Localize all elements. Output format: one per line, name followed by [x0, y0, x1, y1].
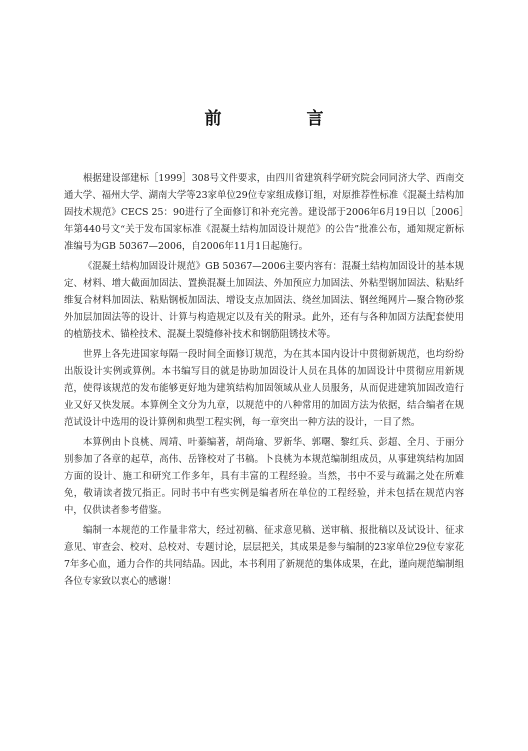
paragraph-revision-background: 根据建设部建标［1999］308号文件要求，由四川省建筑科学研究院会同同济大学、西南交通大学、福州大学、湖南大学等23家单位29位专家组成修订组，对原推荐性标准《混凝土结构加固技术规范》CECS 25：90进行了全面修订和补充完善。建设部于2006年6月19日以［2006］年第440号文“关于发布国家标准《混凝土结构加固设计规范》的公告”批准公布，通知规定新标准编号为GB 50367—2006，自2006年11月1日起施行。 [64, 173, 464, 252]
paragraph-authors: 本算例由卜良桃、周靖、叶蓁编著，胡尚瑜、罗新华、郭曙、黎红兵、彭超、全月、于丽分别参加了各章的起草，高伟、岳锋校对了书稿。卜良桃为本规范编制组成员，从事建筑结构加固方面的设计、施工和研究工作多年，具有丰富的工程经验。当然，书中不妥与疏漏之处在所难免，敬请读者拨冗指正。同时书中有些实例是编者所在单位的工程经验，并未包括在规范内容中，仅供读者参考借鉴。 [64, 437, 464, 516]
paragraph-main-contents: 《混凝土结构加固设计规范》GB 50367—2006主要内容有：混凝土结构加固设计的基本规定、材料、增大截面加固法、置换混凝土加固法、外加预应力加固法、外粘型钢加固法、粘贴纤维复合材料加固法、粘贴钢板加固法、增设支点加固法、绕丝加固法、钢丝绳网片—聚合物砂浆外加层加固法等的设计、计算与构造规定以及有关的附录。此外，还有与各种加固方法配套使用的植筋技术、锚栓技术、混凝土裂缝修补技术和钢筋阻锈技术等。 [64, 261, 464, 340]
paragraph-acknowledgement: 编制一本规范的工作量非常大，经过初稿、征求意见稿、送审稿、报批稿以及试设计、征求意见、审查会、校对、总校对、专题讨论，层层把关，其成果是参与编制的23家单位29位专家花7年多心血，通力合作的共同结晶。因此，本书利用了新规范的集体成果，在此，谨向规范编制组各位专家致以衷心的感谢！ [64, 525, 464, 587]
paragraph-book-purpose: 世界上各先进国家每隔一段时间全面修订规范，为在其本国内设计中贯彻新规范，也均纷纷出版设计实例或算例。本书编写目的就是协助加固设计人员在具体的加固设计中贯彻应用新规范，使得该规范的发布能够更好地为建筑结构加固领域从业人员服务，从而促进建筑加固改造行业又好又快发展。本算例全文分为九章，以规范中的八种常用的加固方法为依据，结合编者在规范试设计中选用的设计算例和典型工程实例，每一章突出一种方法的设计，一目了然。 [64, 349, 464, 428]
preface-body [64, 170, 464, 590]
page-title: 前 言 [204, 109, 358, 129]
